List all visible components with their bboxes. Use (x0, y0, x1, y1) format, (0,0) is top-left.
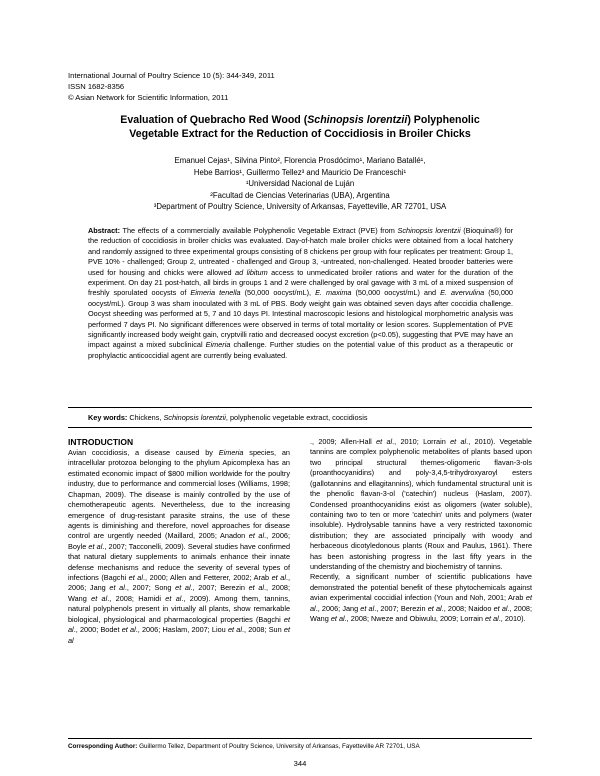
footer-rule (68, 738, 532, 739)
paper-title: Evaluation of Quebracho Red Wood (Schinopsis lorentzii) Polyphenolic Vegetable Extract for the Reduction of Coccidiosis in Broiler Chicks (120, 114, 480, 140)
issn: ISSN 1682-8356 (68, 82, 125, 91)
page-number: 344 (293, 759, 307, 768)
left-column (68, 437, 290, 646)
author-block (68, 155, 532, 213)
author-list-2: Hebe Barrios¹, Guillermo Tellez³ and Mauricio De Franceschi¹ (193, 167, 407, 177)
right-column (310, 437, 532, 625)
affiliation-2: ²Facultad de Ciencias Veterinarias (UBA), Argentina (210, 190, 390, 200)
section-heading-introduction: INTRODUCTION (68, 437, 134, 447)
intro-paragraph-1-continued: ., 2009; Allen-Hall et al., 2010; Lorrain et al., 2010). Vegetable tannins are complex polyphenolic metabolites of plants based upon two principal structural themes-oligomeric flavan-3-ols (proanthocyanidins) and poly-3,4,5-trihydroxyaroyl esters (gallotannins and ellagitannins), which fundamental structural unit is the phenolic flavan-3-ol ('catechin') nucleus (Haslam, 2007). Condensed proanthocyanidins exist as oligomers (water soluble), containing two to ten or more 'catechin' units and polymers (water insoluble). Hydrolysable tannins have a very restricted taxonomic distribution; they are associated principally with woody and herbaceous dicotyledonous plants (Roux and Paulus, 1961). There has been astonishing progress in the last fifty years in the understanding of the chemistry and biochemistry of tannins. (310, 437, 532, 572)
keywords-label: Key words: (88, 413, 128, 422)
affiliation-3: ³Department of Poultry Science, University of Arkansas, Fayetteville, AR 72701, USA (153, 202, 447, 211)
journal-citation: International Journal of Poultry Science 10 (5): 344-349, 2011 (68, 71, 275, 80)
keywords-top-rule (68, 407, 532, 408)
abstract: Abstract: The effects of a commercially available Polyphenolic Vegetable Extract (PVE) from Schinopsis lorentzii (Bioquina®) for the reduction of coccidiosis in broiler chicks was evaluated. Day-of-hatch male broiler chicks were obtained from a local hatchery and randomly assigned to three experimental groups consisting of 8 chickens per group with four replicates per treatment: Group 1, PVE 10% - challenged; Group 2, untreated - challenged and Group 3, -untreated, non-challenged. Heated brooder batteries were used for housing and chicks were allowed ad libitum access to unmedicated broiler rations and water for the duration of the experiment. On day 21 post-hatch, all birds in groups 1 and 2 were challenged by oral gavage with 3 mL of a mixed suspension of freshly sporulated oocysts of Eimeria tenella (50,000 oocyst/mL), E. maxima (50,000 oocyst/mL) and E. avervulina (50,000 oocyst/mL). Group 3 was sham inoculated with 3 mL of PBS. Body weight gain was obtained seven days after coccidia challenge. Oocyst sheeding was performed at 5, 7 and 10 days PI. Intestinal macroscopic lesions and histological morphometric analysis was performed 7 days PI. No significant differences were observed in terms of total mortality or lesion scores. Supplementation of PVE significantly increased body weight gain, cryptvilli ratio and decreased oocyst excretion (p<0.05), suggesting that PVE may have an impact against a mixed subclinical Eimeria challenge. Further studies on the potential value of this product as a therapeutic or prophylactic anticoccidial agent are currently being evaluated. (88, 226, 514, 360)
author-list-1: Emanuel Cejas¹, Silvina Pinto², Florencia Prosdócimo¹, Mariano Batallé¹, (174, 156, 426, 165)
keywords-bottom-rule (68, 427, 532, 428)
journal-header (68, 70, 468, 103)
copyright: © Asian Network for Scientific Information, 2011 (68, 93, 229, 102)
intro-paragraph-1: Avian coccidiosis, a disease caused by Eimeria species, an intracellular protozoa belonging to the phylum Apicomplexa has an estimated economic impact of $800 million worldwide for the poultry industry, due to performance and commercial loses (Williams, 1998; Chapman, 2009). The disease is mainly controlled by the use of chemotherapeutic agents. Nevertheless, due to the increasing emergence of drug-resistant parasite strains, the use of these agents is diminishing and therefore, novel approaches for disease control are urgently needed (Maillard, 2005; Anadon et al., 2006; Boyle et al., 2007; Tacconelli, 2009). Several studies have confirmed that natural dietary supplements to animals enhance their innate defense mechanisms and reduce the severity of several types of infections (Bagchi et al., 2000; Allen and Fetterer, 2002; Arab et al., 2006; Jang et al., 2007; Song et al., 2007; Berezin et al., 2008; Wang et al., 2008; Hamidi et al., 2009). Among them, tannins, natural polyphenols present in virtually all plants, show remarkable biological, physiological and pharmacological properties (Bagchi et al., 2000; Bodet et al., 2006; Haslam, 2007; Liou et al., 2008; Sun et al (68, 448, 291, 645)
intro-paragraph-2: Recently, a significant number of scientific publications have demonstrated the potential benefit of these phytochemicals against avian experimental coccidial infection (Youn and Noh, 2001; Arab et al., 2006; Jang et al., 2007; Berezin et al., 2008; Naidoo et al., 2008; Wang et al., 2008; Nweze and Obiwulu, 2009; Lorrain et al., 2010). (310, 572, 532, 624)
affiliation-1: ¹Universidad Nacional de Luján (245, 179, 355, 188)
keywords: Key words: Chickens, Schinopsis lorentzii, polyphenolic vegetable extract, coccidiosis (88, 413, 368, 422)
corresponding-author: Corresponding Author: Guillermo Tellez, Department of Poultry Science, University of Arkansas, Fayetteville AR 72701, USA (68, 743, 420, 750)
title-species: Schinopsis lorentzii (307, 114, 408, 126)
abstract-label: Abstract: (88, 226, 121, 235)
